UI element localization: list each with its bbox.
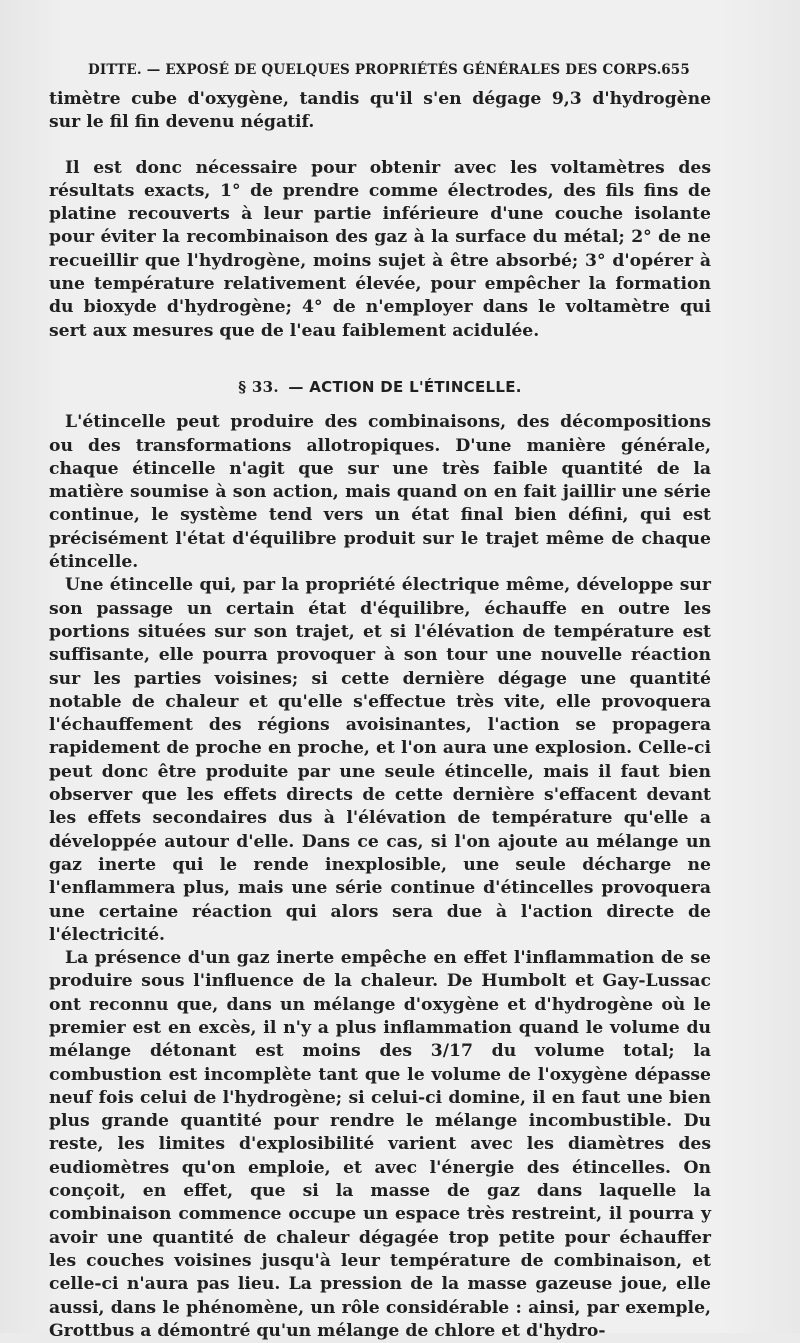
- section-heading: [49, 376, 711, 399]
- page-number: 655: [661, 62, 690, 78]
- running-title: DITTE. — EXPOSÉ DE QUELQUES PROPRIÉTÉS GÉNÉRALES DES CORPS.: [88, 62, 662, 78]
- paragraph-voltameter-conditions: Il est donc nécessaire pour obtenir avec les voltamètres des résultats exacts, 1° de prendre comme électrodes, des fils fins de platine recouverts à leur partie inférieure d'une couche isolante pour éviter la recombinaison des gaz à la surface du métal; 2° de ne recueillir que l'hydrogène, moins sujet à être absorbé; 3° d'opérer à une température relativement élevée, pour empêcher la formation du bioxyde d'hydrogène; 4° de n'employer dans le voltamètre qui sert aux mesures que de l'eau faiblement acidulée.: [49, 157, 711, 341]
- section-title: — ACTION DE L'ÉTINCELLE.: [288, 377, 522, 396]
- paragraph-inert-gas: La présence d'un gaz inerte empêche en effet l'inflammation de se produire sous l'influence de la chaleur. De Humbolt et Gay-Lussac ont reconnu que, dans un mélange d'oxygène et d'hydrogène où le premier est en excès, il n'y a plus inflammation quand le volume du mélange détonant est moins des 3/17 du volume total; la combustion est incomplète tant que le volume de l'oxygène dépasse neuf fois celui de l'hydrogène; si celui-ci domine, il en faut une bien plus grande quantité pour rendre le mélange incombustible. Du reste, les limites d'explosibilité varient avec les diamètres des eudiomètres qu'on emploie, et avec l'énergie des étincelles. On conçoit, en effet, que si la masse de gaz dans laquelle la combinaison commence occupe un espace très restreint, il pourra y avoir une quantité de chaleur dégagée trop petite pour échauffer les couches voisines jusqu'à leur température de combinaison, et celle-ci n'aura pas lieu. La pression de la masse gazeuse joue, elle aussi, dans le phénomène, un rôle considérable : ainsi, par exemple, Grottbus a démontré qu'un mélange de chlore et d'hydro-: [49, 948, 711, 1341]
- paragraph-continuation: timètre cube d'oxygène, tandis qu'il s'en dégage 9,3 d'hydrogène sur le fil fin devenu négatif.: [49, 89, 711, 133]
- section-number: § 33.: [238, 377, 279, 396]
- body-text: [49, 88, 711, 1343]
- paragraph-spark-explosion: Une étincelle qui, par la propriété électrique même, développe sur son passage un certain état d'équilibre, échauffe en outre les portions situées sur son trajet, et si l'élévation de température est suffisante, elle pourra provoquer à son tour une nouvelle réaction sur les parties voisines; si cette dernière dégage une quantité notable de chaleur et qu'elle s'effectue très vite, elle provoquera l'échauffement des régions avoisinantes, l'action se propagera rapidement de proche en proche, et l'on aura une explosion. Celle-ci peut donc être produite par une seule étincelle, mais il faut bien observer que les effets directs de cette dernière s'effacent devant les effets secondaires dus à l'élévation de température qu'elle a développée autour d'elle. Dans ce cas, si l'on ajoute au mélange un gaz inerte qui le rende inexplosible, une seule décharge ne l'enflammera plus, mais une série continue d'étincelles provoquera une certaine réaction qui alors sera due à l'action directe de l'électricité.: [49, 575, 711, 945]
- running-header: [88, 62, 690, 86]
- paragraph-spark-effects: L'étincelle peut produire des combinaisons, des décompositions ou des transformations allotropiques. D'une manière générale, chaque étincelle n'agit que sur une très faible quantité de la matière soumise à son action, mais quand on en fait jaillir une série continue, le système tend vers un état final bien défini, qui est précisément l'état d'équilibre produit sur le trajet même de chaque étincelle.: [49, 412, 711, 573]
